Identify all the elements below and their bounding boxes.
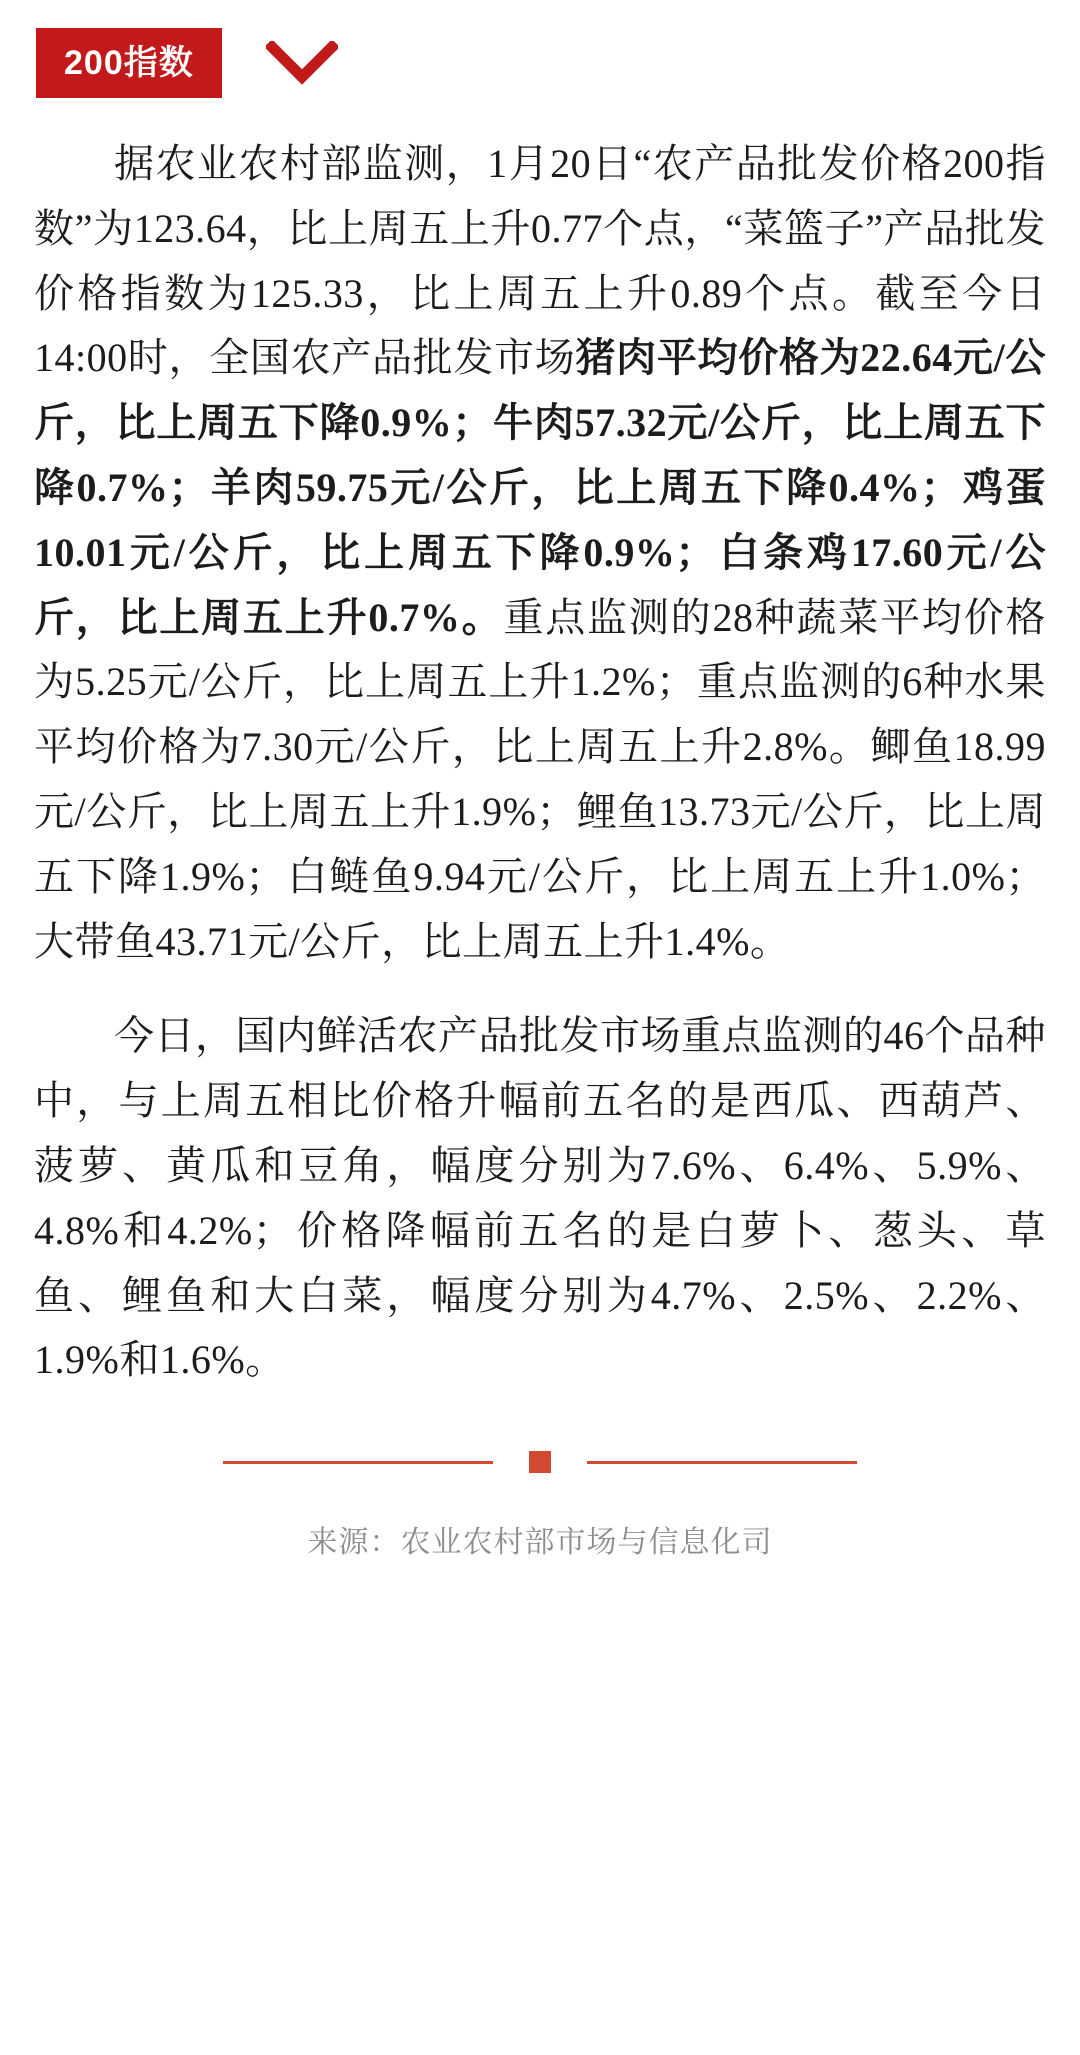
section-tag[interactable]: 200指数: [36, 28, 222, 98]
paragraph-1-bold: 猪肉平均价格为22.64元/公斤，比上周五下降0.9%；牛肉57.32元/公斤，比上周五下降0.7%；羊肉59.75元/公斤，比上周五下降0.4%；鸡蛋10.01元/公斤，比上周五下降0.9%；白条鸡17.60元/公斤，比上周五上升0.7%。: [34, 335, 1046, 640]
page-header: [0, 0, 1080, 98]
paragraph-1: [34, 132, 1046, 974]
divider-line-left: [223, 1461, 493, 1464]
footer-divider: [0, 1451, 1080, 1473]
chevron-down-icon[interactable]: [266, 41, 338, 85]
divider-line-right: [587, 1461, 857, 1464]
paragraph-1-plain-b: 重点监测的28种蔬菜平均价格为5.25元/公斤，比上周五上升1.2%；重点监测的6种水果平均价格为7.30元/公斤，比上周五上升2.8%。鲫鱼18.99元/公斤，比上周五上升1.9%；鲤鱼13.73元/公斤，比上周五下降1.9%；白鲢鱼9.94元/公斤，比上周五上升1.0%；大带鱼43.71元/公斤，比上周五上升1.4%。: [34, 594, 1047, 964]
divider-square: [529, 1451, 551, 1473]
source-text: 来源：农业农村部市场与信息化司: [307, 1526, 773, 1560]
paragraph-1-plain-a: 据农业农村部监测，1月20日“农产品批发价格200指数”为123.64，比上周五上升0.77个点，“菜篮子”产品批发价格指数为125.33，比上周五上升0.89个点。截至今日14:00时，全国农产品批发市场: [34, 141, 1046, 381]
paragraph-2: 今日，国内鲜活农产品批发市场重点监测的46个品种中，与上周五相比价格升幅前五名的是西瓜、西葫芦、菠萝、黄瓜和豆角，幅度分别为7.6%、6.4%、5.9%、4.8%和4.2%；价格降幅前五名的是白萝卜、葱头、草鱼、鲤鱼和大白菜，幅度分别为4.7%、2.5%、2.2%、1.9%和1.6%。: [34, 1013, 1046, 1383]
article-body: [0, 98, 1080, 1393]
